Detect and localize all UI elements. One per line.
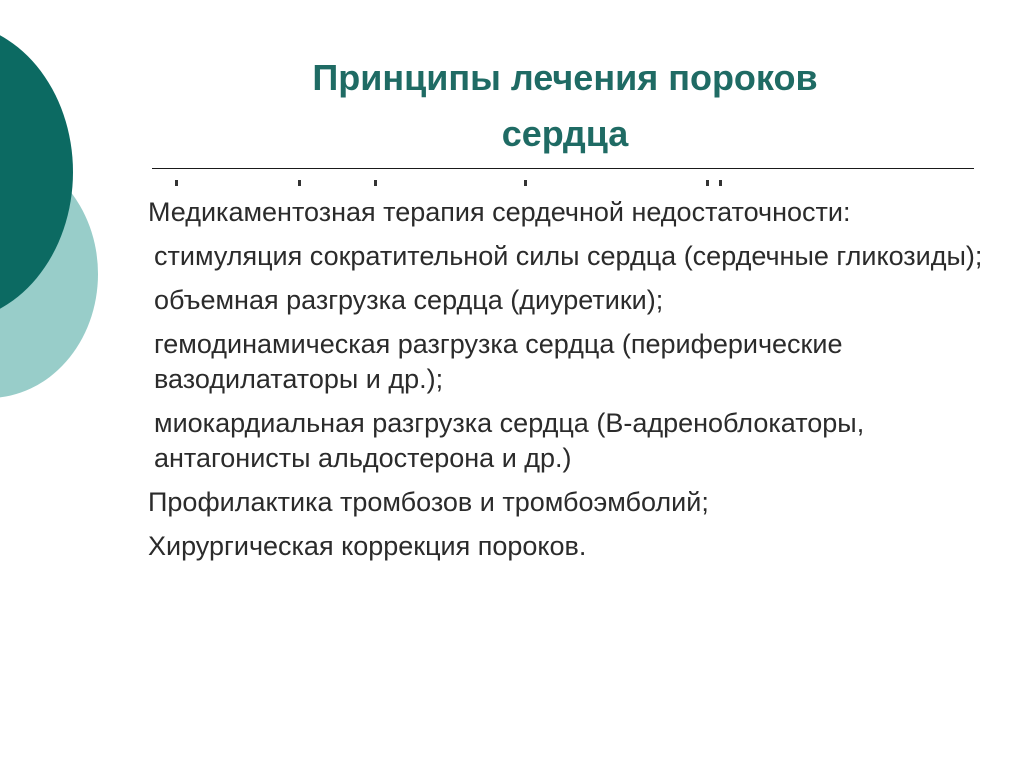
list-item: стимуляция сократительной силы сердца (сердечные гликозиды); bbox=[154, 241, 983, 271]
fragment-mark bbox=[374, 180, 377, 186]
list-item: Хирургическая коррекция пороков. bbox=[148, 531, 587, 561]
fragment-mark bbox=[706, 180, 709, 186]
slide-title-line-1: Принципы лечения пороков bbox=[312, 57, 818, 98]
fragment-mark bbox=[175, 180, 178, 186]
list-item: гемодинамическая разгрузка сердца (периферические вазодилататоры и др.); bbox=[154, 329, 843, 394]
slide-content bbox=[148, 195, 998, 573]
list-item: Медикаментозная терапия сердечной недостаточности: bbox=[148, 197, 851, 227]
list-item: объемная разгрузка сердца (диуретики); bbox=[154, 285, 664, 315]
slide-title-line-2: сердца bbox=[501, 113, 629, 154]
fragment-mark bbox=[298, 180, 301, 186]
list-item: миокардиальная разгрузка сердца (В-адреноблокаторы, антагонисты альдостерона и др.) bbox=[154, 408, 865, 473]
fragment-mark bbox=[719, 180, 722, 186]
fragment-mark bbox=[524, 180, 527, 186]
title-divider bbox=[152, 168, 974, 169]
slide-title bbox=[150, 50, 980, 162]
list-item: Профилактика тромбозов и тромбоэмболий; bbox=[148, 487, 709, 517]
clipped-text-fragments bbox=[152, 176, 974, 188]
